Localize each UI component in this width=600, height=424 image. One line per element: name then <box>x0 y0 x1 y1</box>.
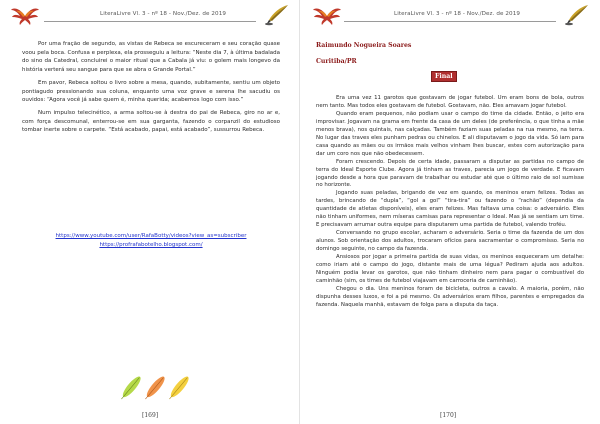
paragraph: Num impulso telecinético, a arma soltou-se à destra do pai de Rebeca, giro no ar e, com força descomunal, enterrou-se em sua garganta, fazendo o corpanzil do estudioso tombar inerte sobre o carpete. “Está acabado, papai, está acabado”, sussurrou Rebeca. <box>22 109 280 134</box>
paragraph: Foram crescendo. Depois de certa idade, passaram a disputar as partidas no campo de terra do Ideal Esporte Clube. Agora já tinham as traves, parecia um jogo de verdade. E ficavam jogando desde a hora que paravam de trabalhar ou estudar até que o último raio de sol sumisse no horizonte. <box>316 158 584 189</box>
author-location: Curitiba/PR <box>316 58 357 65</box>
header-title: LiteraLivre Vl. 3 - nº 18 - Nov./Dez. de 2019 <box>100 11 227 17</box>
paragraph: Em pavor, Rebeca soltou o livro sobre a mesa, quando, subitamente, sentiu um objeto pontiagudo pressionando sua coluna, enquanto uma voz grave e serena lhe sacudiu os ouvidos: “Agora você já sabe quem é, minha querida; acabemos logo com isso.” <box>22 79 280 104</box>
story-text <box>316 95 584 310</box>
header-rule <box>344 21 556 22</box>
header-title: LiteraLivre Vl. 3 - nº 18 - Nov./Dez. de 2019 <box>394 11 521 17</box>
page-header <box>308 4 592 28</box>
page-number: [170] <box>440 412 457 419</box>
blog-link[interactable]: https://profrafabotelho.blogspot.com/ <box>99 242 203 248</box>
paragraph: Ansiosos por jogar a primeira partida de suas vidas, os meninos esqueceram um detalhe: como iriam até o campo do jogo, distante mais de uma légua? Pediram ajuda aos adultos. Ninguém podia levar os garotos, que não tinham dinheiro nem para pagar o combustível do caminhão (sim, os times de futebol viajavam em carroceria de caminhão). <box>316 254 584 284</box>
paragraph: Por uma fração de segundo, as vistas de Rebeca se escureceram e seu coração quase voou pela boca. Confusa e perplexa, ela prosseguiu a leitura: “Neste dia 7, à última badalada do sino da Catedral, concluirei o maior ritual que a Cabala já viu: o golem mais longevo da história verterá seu sangue para que se abra o Grande Portal.” <box>22 41 281 74</box>
youtube-link[interactable]: https://www.youtube.com/user/RafaBotty/videos?view_as=subscriber <box>55 233 247 239</box>
feathers-decoration-icon <box>110 368 190 400</box>
chapter-text <box>22 40 280 139</box>
phoenix-bird-icon <box>10 4 40 26</box>
quill-pen-icon <box>264 4 290 26</box>
author-name: Raimundo Nogueira Soares <box>316 42 412 49</box>
header-rule <box>44 21 256 22</box>
paragraph: Era uma vez 11 garotos que gostavam de jogar futebol. Um eram bons de bola, outros nem tanto. Mas todos eles gostavam de futebol. Gostavam, não. Eles amavam jogar futebol. <box>316 95 584 109</box>
story-title: Final <box>431 71 457 82</box>
paragraph: Chegou o dia. Uns meninos foram de bicicleta, outros a cavalo. A maioria, porém, não dispunha desses luxos, e foi a pé mesmo. Os adversários eram filhos, parentes e empregados da fazenda. Naquela manhã, estavam de folga para a disputa da taça. <box>316 285 584 308</box>
phoenix-bird-icon <box>312 4 342 26</box>
right-page <box>300 0 600 424</box>
author-links <box>22 232 280 250</box>
page-header <box>8 4 292 28</box>
paragraph: Quando eram pequenos, não podiam usar o campo do time da cidade. Então, o jeito era improvisar. Jogavam na grama em frente da casa de um deles (de preferência, o que tinha a mãe menos brava), nos quintais, nas calçadas. Também faziam suas peladas na rua mesmo, na terra. No lugar das traves eles punham pedras ou chinelos. E ali disputavam o jogo da vida. Só iam para casa quando as mães ou os irmãos mais velhos vinham lhes buscar, estes com autorização para dar um coro nos que não obedecessem. <box>316 110 584 157</box>
page-number: [169] <box>142 412 159 419</box>
paragraph: Conversando no grupo escolar, acharam o adversário. Seria o time da fazenda de um dos alunos. Sob orientação dos adultos, trocaram ofícios para sacramentar o compromisso. Seria no domingo seguinte, no campo da fazenda. <box>316 230 584 253</box>
quill-pen-icon <box>564 4 590 26</box>
paragraph: Jogando suas peladas, brigando de vez em quando, os meninos eram felizes. Todas as tardes, brincando de “dupla”, “gol a gol” “tira-tira” ou fazendo o “rachão” (dependia da quantidade de atletas disponíveis), eles eram felizes. Mas faltava uma coisa: o adversário. Eles não tinham uniformes, nem míseras camisas para representar o Ideal. Mas já se sentiam um time. E precisavam arrumar outra equipe para disputarem uma partida de futebol, valendo troféu. <box>316 190 584 229</box>
